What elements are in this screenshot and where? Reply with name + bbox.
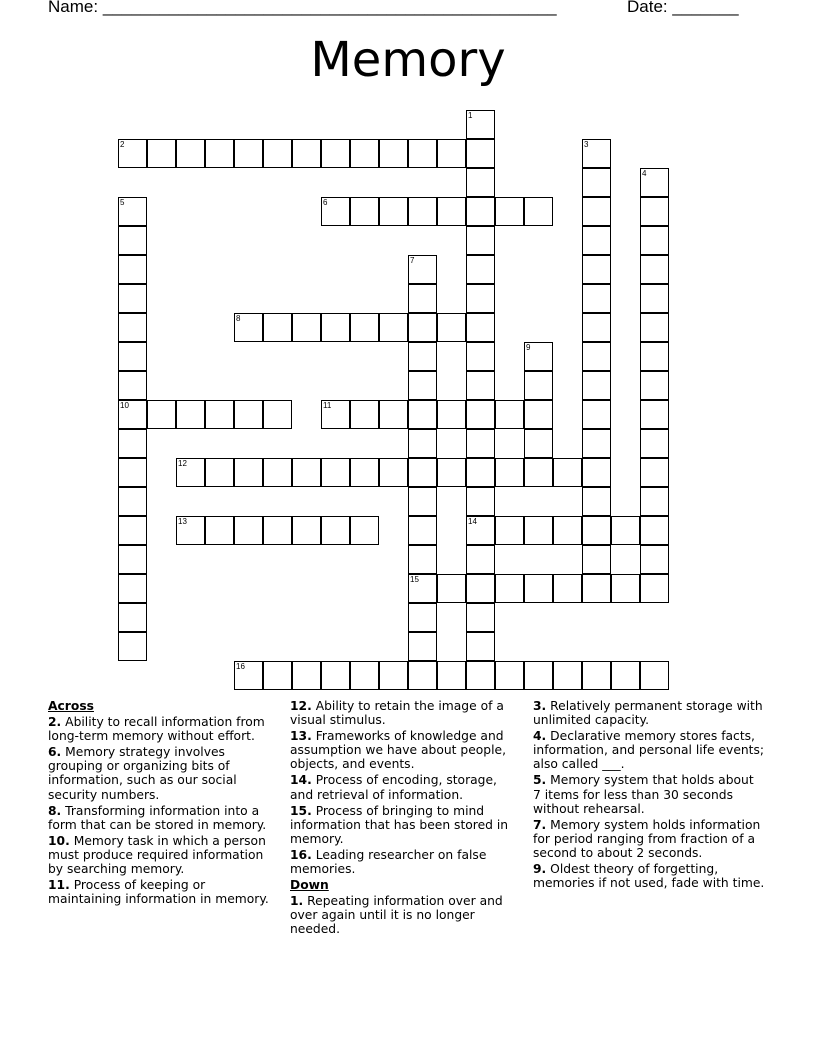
grid-cell[interactable] (611, 574, 640, 603)
clue-text: Ability to retain the image of a visual stimulus. (290, 699, 504, 728)
grid-cell[interactable] (234, 400, 263, 429)
grid-cell[interactable] (524, 342, 553, 371)
clue-column-1 (48, 699, 280, 908)
grid-cell[interactable] (379, 458, 408, 487)
grid-cell[interactable] (640, 458, 669, 487)
grid-cell[interactable] (118, 313, 147, 342)
clue-number: 12 (178, 459, 187, 468)
grid-cell[interactable] (437, 313, 466, 342)
clue-number: 15 (410, 575, 419, 584)
grid-cell[interactable] (321, 661, 350, 690)
grid-cell[interactable] (524, 429, 553, 458)
clue-text: Process of keeping or maintaining information in memory. (48, 878, 269, 907)
grid-cell[interactable] (176, 458, 205, 487)
clue-text: Process of bringing to mind information that has been stored in memory. (290, 803, 509, 846)
grid-cell[interactable] (321, 313, 350, 342)
page-title: Memory (310, 32, 506, 88)
grid-cell[interactable] (466, 284, 495, 313)
grid-cell[interactable] (553, 661, 582, 690)
grid-cell[interactable] (350, 661, 379, 690)
clue-num: 10. (48, 833, 70, 848)
grid-cell[interactable] (234, 661, 263, 690)
grid-cell[interactable] (408, 284, 437, 313)
grid-cell[interactable] (408, 139, 437, 168)
clue-text: Frameworks of knowledge and assumption we have about people, objects, and events. (290, 729, 506, 772)
grid-cell[interactable] (640, 487, 669, 516)
grid-cell[interactable] (118, 458, 147, 487)
grid-cell[interactable] (437, 574, 466, 603)
grid-cell[interactable] (118, 255, 147, 284)
clue-text: Memory system holds information for period ranging from fraction of a second to about 2 seconds. (533, 817, 761, 860)
clue-item (48, 878, 280, 906)
grid-cell[interactable] (408, 574, 437, 603)
clue-number: 9 (526, 343, 531, 352)
grid-cell[interactable] (234, 458, 263, 487)
grid-cell[interactable] (147, 400, 176, 429)
grid-cell[interactable] (582, 516, 611, 545)
grid-cell[interactable] (640, 313, 669, 342)
grid-cell[interactable] (524, 371, 553, 400)
grid-cell[interactable] (582, 400, 611, 429)
grid-cell[interactable] (582, 545, 611, 574)
date-label: Date: (627, 0, 668, 16)
grid-cell[interactable] (582, 661, 611, 690)
grid-cell[interactable] (640, 284, 669, 313)
clue-item (48, 834, 280, 876)
clue-text: Declarative memory stores facts, information, and personal life events; also called ___. (533, 729, 765, 772)
clue-number: 7 (410, 256, 415, 265)
grid-cell[interactable] (582, 284, 611, 313)
grid-cell[interactable] (553, 458, 582, 487)
grid-cell[interactable] (350, 139, 379, 168)
grid-cell[interactable] (524, 516, 553, 545)
clue-number: 6 (323, 198, 328, 207)
clue-number: 11 (323, 401, 332, 410)
clue-number: 14 (468, 517, 477, 526)
grid-cell[interactable] (495, 661, 524, 690)
clue-number: 13 (178, 517, 187, 526)
clue-number: 10 (120, 401, 129, 410)
clue-text: Memory strategy involves grouping or organizing bits of information, such as our social security numbers. (48, 745, 237, 802)
grid-cell[interactable] (118, 342, 147, 371)
grid-cell[interactable] (408, 661, 437, 690)
grid-cell[interactable] (118, 284, 147, 313)
grid-cell[interactable] (408, 313, 437, 342)
grid-cell[interactable] (205, 516, 234, 545)
grid-cell[interactable] (524, 574, 553, 603)
grid-cell[interactable] (263, 400, 292, 429)
grid-cell[interactable] (408, 342, 437, 371)
grid-cell[interactable] (466, 661, 495, 690)
clue-num: 3. (533, 699, 547, 713)
grid-cell[interactable] (582, 458, 611, 487)
grid-cell[interactable] (263, 458, 292, 487)
grid-cell[interactable] (321, 516, 350, 545)
grid-cell[interactable] (408, 255, 437, 284)
grid-cell[interactable] (466, 197, 495, 226)
grid-cell[interactable] (379, 661, 408, 690)
grid-cell[interactable] (379, 139, 408, 168)
clue-number: 2 (120, 140, 125, 149)
clue-number: 8 (236, 314, 241, 323)
clue-item (533, 862, 765, 890)
grid-cell[interactable] (524, 458, 553, 487)
clue-item (290, 729, 522, 771)
name-line[interactable]: ________________________________________________ (102, 0, 557, 16)
clue-num: 13. (290, 729, 312, 744)
clue-num: 8. (48, 803, 62, 818)
grid-cell[interactable] (495, 197, 524, 226)
grid-cell[interactable] (118, 603, 147, 632)
grid-cell[interactable] (350, 197, 379, 226)
clue-num: 14. (290, 773, 312, 788)
grid-cell[interactable] (350, 516, 379, 545)
clue-number: 4 (642, 169, 647, 178)
grid-cell[interactable] (553, 516, 582, 545)
clue-item (48, 745, 280, 801)
grid-cell[interactable] (118, 429, 147, 458)
grid-cell[interactable] (176, 400, 205, 429)
grid-cell[interactable] (582, 429, 611, 458)
grid-cell[interactable] (582, 574, 611, 603)
grid-cell[interactable] (640, 429, 669, 458)
clue-text: Process of encoding, storage, and retrieval of information. (290, 773, 497, 802)
grid-cell[interactable] (408, 545, 437, 574)
clue-num: 4. (533, 729, 547, 744)
clue-item (290, 773, 522, 801)
clue-num: 15. (290, 803, 312, 818)
grid-cell[interactable] (524, 400, 553, 429)
grid-cell[interactable] (408, 429, 437, 458)
grid-cell[interactable] (263, 313, 292, 342)
grid-cell[interactable] (292, 661, 321, 690)
grid-cell[interactable] (118, 139, 147, 168)
clue-number: 16 (236, 662, 245, 671)
grid-cell[interactable] (640, 574, 669, 603)
clue-text: Leading researcher on false memories. (290, 847, 487, 877)
clue-num: 11. (48, 878, 70, 893)
grid-cell[interactable] (234, 313, 263, 342)
clue-item (533, 818, 765, 860)
across-heading: Across (48, 699, 94, 713)
clue-num: 1. (290, 894, 304, 909)
clue-num: 12. (290, 699, 312, 713)
clue-text: Memory task in which a person must produce required information by searching memory. (48, 833, 266, 877)
grid-cell[interactable] (582, 342, 611, 371)
grid-cell[interactable] (408, 487, 437, 516)
grid-cell[interactable] (437, 197, 466, 226)
grid-cell[interactable] (408, 400, 437, 429)
clue-item (290, 848, 522, 876)
clue-text: Transforming information into a form that can be stored in memory. (48, 803, 267, 832)
clue-text: Ability to recall information from long-term memory without effort. (48, 715, 265, 744)
grid-cell[interactable] (408, 197, 437, 226)
grid-cell[interactable] (118, 632, 147, 661)
date-line[interactable]: _______ (672, 0, 739, 16)
clue-column-3 (533, 699, 765, 892)
grid-cell[interactable] (408, 516, 437, 545)
grid-cell[interactable] (640, 342, 669, 371)
grid-cell[interactable] (466, 313, 495, 342)
grid-cell[interactable] (466, 342, 495, 371)
grid-cell[interactable] (408, 632, 437, 661)
grid-cell[interactable] (466, 632, 495, 661)
clue-item (290, 894, 522, 936)
grid-cell[interactable] (582, 168, 611, 197)
grid-cell[interactable] (205, 139, 234, 168)
grid-cell[interactable] (466, 371, 495, 400)
name-label: Name: (48, 0, 99, 16)
grid-cell[interactable] (582, 313, 611, 342)
grid-cell[interactable] (582, 226, 611, 255)
grid-cell[interactable] (118, 371, 147, 400)
grid-cell[interactable] (321, 400, 350, 429)
clue-num: 9. (533, 862, 547, 877)
grid-cell[interactable] (292, 516, 321, 545)
grid-cell[interactable] (118, 226, 147, 255)
down-heading: Down (290, 878, 329, 893)
grid-cell[interactable] (611, 516, 640, 545)
clue-num: 7. (533, 817, 547, 832)
grid-cell[interactable] (408, 603, 437, 632)
grid-cell[interactable] (466, 574, 495, 603)
grid-cell[interactable] (640, 516, 669, 545)
grid-cell[interactable] (640, 661, 669, 690)
grid-cell[interactable] (495, 458, 524, 487)
grid-cell[interactable] (582, 255, 611, 284)
grid-cell[interactable] (466, 400, 495, 429)
grid-cell[interactable] (379, 313, 408, 342)
grid-cell[interactable] (118, 516, 147, 545)
grid-cell[interactable] (118, 487, 147, 516)
clue-text: Oldest theory of forgetting, memories if not used, fade with time. (533, 862, 765, 891)
grid-cell[interactable] (466, 516, 495, 545)
grid-cell[interactable] (466, 458, 495, 487)
grid-cell[interactable] (466, 487, 495, 516)
grid-cell[interactable] (147, 139, 176, 168)
clue-number: 3 (584, 140, 589, 149)
grid-cell[interactable] (524, 661, 553, 690)
grid-cell[interactable] (350, 400, 379, 429)
clue-number: 1 (468, 111, 473, 120)
grid-cell[interactable] (640, 255, 669, 284)
clue-item (290, 699, 522, 727)
clue-item (533, 773, 765, 815)
grid-cell[interactable] (640, 197, 669, 226)
grid-cell[interactable] (263, 661, 292, 690)
grid-cell[interactable] (408, 458, 437, 487)
grid-cell[interactable] (495, 516, 524, 545)
clue-column-2 (290, 699, 522, 939)
grid-cell[interactable] (118, 197, 147, 226)
grid-cell[interactable] (437, 458, 466, 487)
grid-cell[interactable] (495, 400, 524, 429)
grid-cell[interactable] (379, 197, 408, 226)
clue-item (533, 699, 765, 727)
clue-num: 6. (48, 745, 62, 760)
grid-cell[interactable] (292, 458, 321, 487)
grid-cell[interactable] (466, 139, 495, 168)
grid-cell[interactable] (321, 197, 350, 226)
grid-cell[interactable] (466, 168, 495, 197)
grid-cell[interactable] (640, 371, 669, 400)
grid-cell[interactable] (234, 516, 263, 545)
grid-cell[interactable] (640, 168, 669, 197)
grid-cell[interactable] (640, 545, 669, 574)
grid-cell[interactable] (466, 255, 495, 284)
grid-cell[interactable] (205, 400, 234, 429)
grid-cell[interactable] (321, 458, 350, 487)
grid-cell[interactable] (553, 574, 582, 603)
clue-item (48, 804, 280, 832)
grid-cell[interactable] (408, 371, 437, 400)
grid-cell[interactable] (524, 197, 553, 226)
grid-cell[interactable] (582, 487, 611, 516)
grid-cell[interactable] (292, 139, 321, 168)
grid-cell[interactable] (466, 429, 495, 458)
grid-cell[interactable] (350, 458, 379, 487)
grid-cell[interactable] (437, 661, 466, 690)
grid-cell[interactable] (379, 400, 408, 429)
grid-cell[interactable] (263, 516, 292, 545)
grid-cell[interactable] (118, 545, 147, 574)
grid-cell[interactable] (611, 661, 640, 690)
grid-cell[interactable] (582, 371, 611, 400)
grid-cell[interactable] (118, 400, 147, 429)
grid-cell[interactable] (205, 458, 234, 487)
grid-cell[interactable] (321, 139, 350, 168)
grid-cell[interactable] (176, 139, 205, 168)
clue-num: 16. (290, 847, 312, 862)
clue-item (290, 804, 522, 846)
grid-cell[interactable] (234, 139, 263, 168)
clue-number: 5 (120, 198, 125, 207)
grid-cell[interactable] (176, 516, 205, 545)
grid-cell[interactable] (466, 110, 495, 139)
clue-text: Repeating information over and over again until it is no longer needed. (290, 894, 503, 937)
clue-num: 2. (48, 715, 62, 730)
grid-cell[interactable] (118, 574, 147, 603)
clue-text: Memory system that holds about 7 items for less than 30 seconds without rehearsal. (533, 773, 754, 816)
grid-cell[interactable] (495, 574, 524, 603)
grid-cell[interactable] (640, 400, 669, 429)
grid-cell[interactable] (466, 603, 495, 632)
clue-text: Relatively permanent storage with unlimited capacity. (533, 699, 763, 728)
grid-cell[interactable] (466, 545, 495, 574)
grid-cell[interactable] (437, 139, 466, 168)
grid-cell[interactable] (582, 139, 611, 168)
grid-cell[interactable] (263, 139, 292, 168)
grid-cell[interactable] (640, 226, 669, 255)
grid-cell[interactable] (292, 313, 321, 342)
grid-cell[interactable] (437, 400, 466, 429)
clue-num: 5. (533, 773, 547, 788)
grid-cell[interactable] (466, 226, 495, 255)
grid-cell[interactable] (350, 313, 379, 342)
grid-cell[interactable] (582, 197, 611, 226)
clue-item (533, 729, 765, 771)
clue-item (48, 715, 280, 743)
